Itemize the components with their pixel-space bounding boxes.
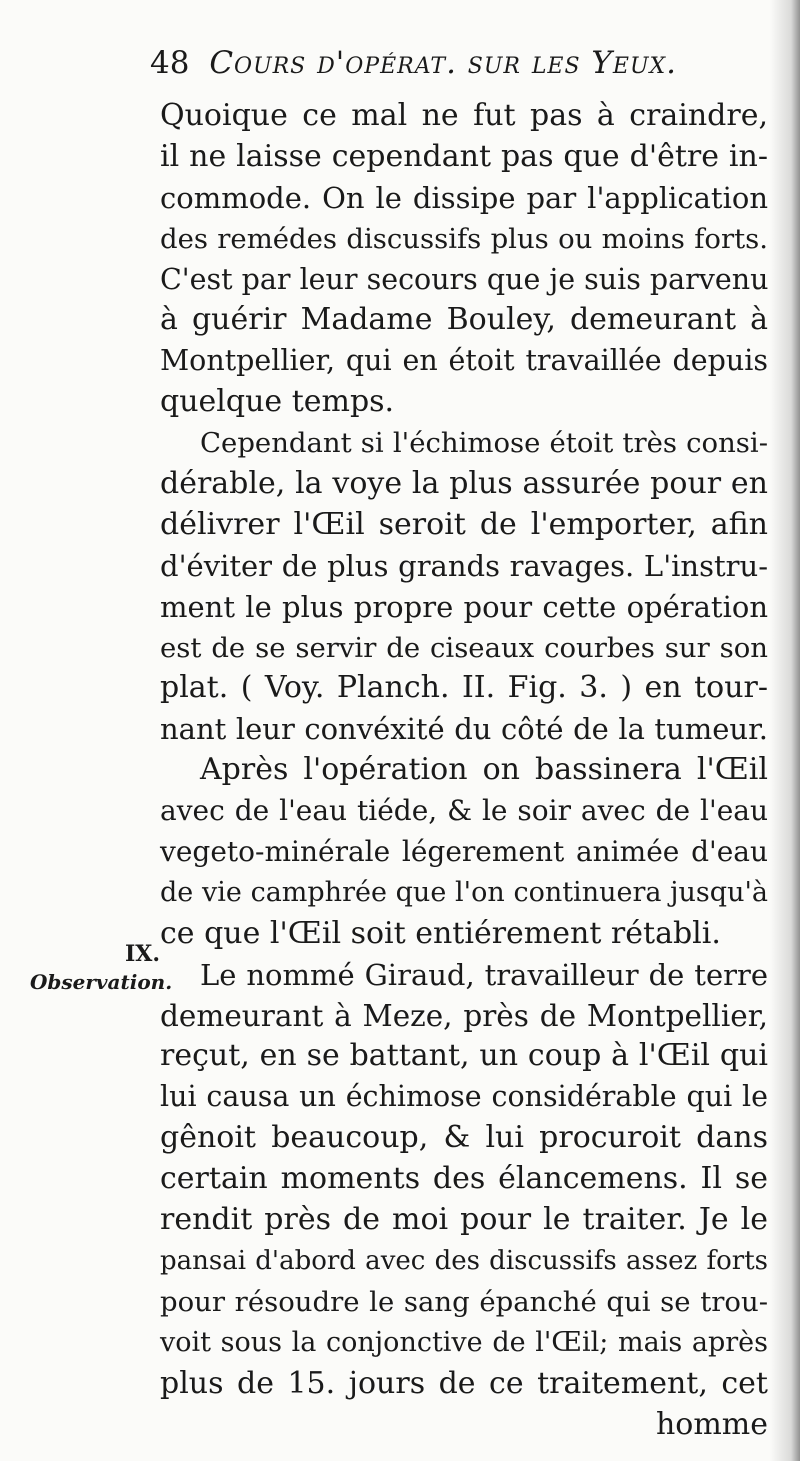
text-line: pansai d'abord avec des discussifs assez forts [160,1245,768,1276]
text-line: il ne laisse cependant pas que d'être in- [160,138,768,174]
text-line: à guérir Madame Bouley, demeurant à [160,302,768,338]
text-line: des remédes discussifs plus ou moins forts. [160,222,768,255]
text-line: nant leur convéxité du côté de la tumeur. [160,712,768,747]
text-line: dérable, la voye la plus assurée pour en [160,466,768,502]
observation-number: IX. [124,941,160,967]
binding-shadow [770,0,800,1461]
page-number: 48 [150,45,190,81]
text-line: gênoit beaucoup, & lui procuroit dans [160,1120,768,1156]
running-title: Cours d'opérat. sur les Yeux. [209,45,677,81]
text-line: demeurant à Meze, près de Montpellier, [160,998,768,1033]
text-line: délivrer l'Œil seroit de l'emporter, afin [160,506,768,542]
text-line: lui causa un échimose considérable qui le [160,1080,768,1114]
text-line: certain moments des élancemens. Il se [160,1161,768,1197]
text-line: ce que l'Œil soit entiérement rétabli. [160,915,721,951]
text-line: quelque temps. [160,384,395,420]
catchword: homme [655,1406,768,1442]
body-text [160,96,768,1445]
text-line: Montpellier, qui en étoit travaillée depuis [160,344,768,378]
text-line: Après l'opération on bassinera l'Œil [200,752,768,788]
text-line: rendit près de moi pour le traiter. Je le [160,1202,768,1238]
text-line: C'est par leur secours que je suis parvenu [160,262,769,296]
running-header [150,38,770,88]
text-line: est de se servir de ciseaux courbes sur son [160,631,768,664]
text-line: plat. ( Voy. Planch. II. Fig. 3. ) en tour- [160,670,768,706]
text-line: reçut, en se battant, un coup à l'Œil qui [160,1038,768,1074]
text-line: pour résoudre le sang épanché qui se trou- [160,1285,768,1318]
text-line: d'éviter de plus grands ravages. L'instru- [160,548,768,583]
margin-note [30,940,173,996]
text-line: voit sous la conjonctive de l'Œil; mais après [160,1326,768,1358]
text-line: Le nommé Giraud, travailleur de terre [200,957,768,992]
text-line: vegeto-minérale légerement animée d'eau [160,835,768,869]
text-line: ment le plus propre pour cette opération [160,589,768,624]
observation-label: Observation. [30,970,173,994]
text-line: commode. On le dissipe par l'application [160,180,768,215]
text-line: Quoique ce mal ne fut pas à craindre, [160,98,768,133]
text-line: avec de l'eau tiéde, & le soir avec de l'eau [160,794,768,828]
text-line: plus de 15. jours de ce traitement, cet [160,1365,768,1401]
text-line: Cependant si l'échimose étoit très consi- [200,427,768,460]
text-line: de vie camphrée que l'on continuera jusqu'à [160,876,768,908]
